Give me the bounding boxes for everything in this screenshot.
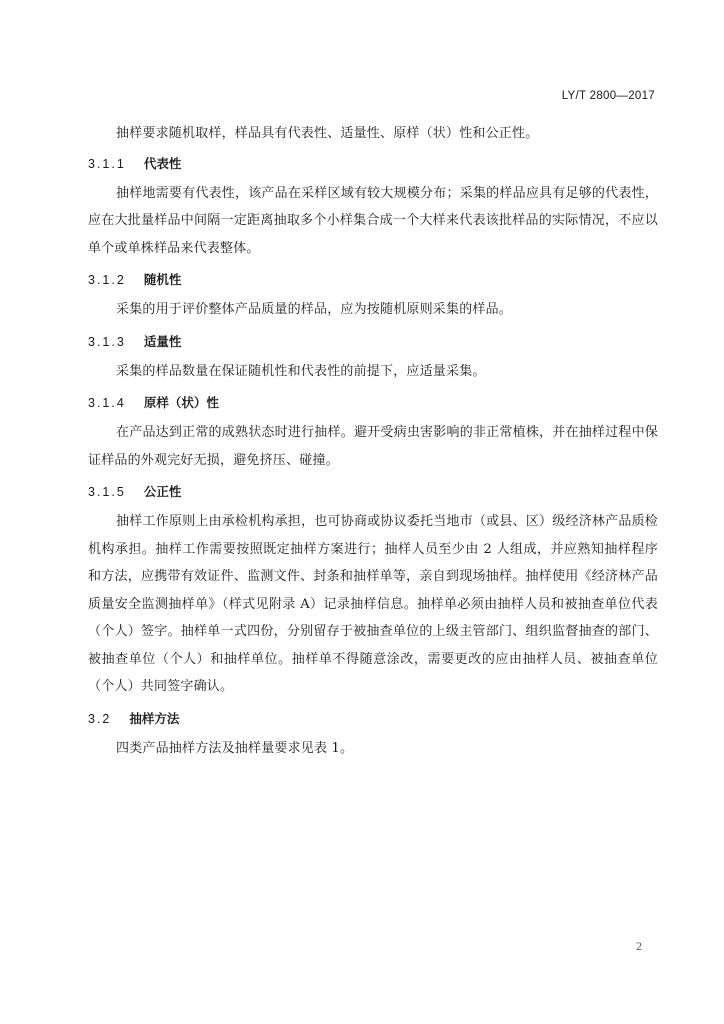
section-paragraph: 抽样工作原则上由承检机构承担，也可协商或协议委托当地市（或县、区）级经济林产品质检机构承担。抽样工作需要按照既定抽样方案进行；抽样人员至少由 2 人组成，并应熟知抽样程序和方法，应携带有效证件、监测文件、封条和抽样单等，亲自到现场抽样。抽样使用《经济林产品质量安全监测抽样单》（样式见附录 A）记录抽样信息。抽样单必须由抽样人员和被抽查单位代表（个人）签字。抽样单一式四份，分别留存于被抽查单位的上级主管部门、组织监督抽查的部门、被抽查单位（个人）和抽样单位。抽样单不得随意涂改，需要更改的应由抽样人员、被抽查单位（个人）共同签字确认。 bbox=[88, 514, 658, 694]
section-heading-3-1-3 bbox=[88, 332, 658, 352]
section-number: 3.1.5 bbox=[88, 485, 126, 499]
section-title: 代表性 bbox=[143, 155, 182, 171]
section-title: 适量性 bbox=[143, 333, 182, 349]
section-title: 随机性 bbox=[143, 272, 182, 287]
section-number: 3.1.2 bbox=[88, 273, 126, 287]
section-paragraph: 采集的样品数量在保证随机性和代表性的前提下，应适量采集。 bbox=[116, 363, 486, 379]
section-title: 公正性 bbox=[143, 484, 182, 499]
section-paragraph: 抽样地需要有代表性，该产品在采样区域有较大规模分布；采集的样品应具有足够的代表性，应在大批量样品中间隔一定距离抽取多个小样集合成一个大样来代表该批样品的实际情况，不应以单个或单株样品来代表整体。 bbox=[88, 185, 658, 256]
document-body bbox=[88, 120, 658, 762]
section-heading-3-1-2 bbox=[88, 270, 658, 290]
page-number: 2 bbox=[636, 939, 642, 953]
section-number: 3.1.1 bbox=[88, 156, 126, 171]
section-paragraph: 采集的用于评价整体产品质量的样品，应为按随机原则采集的样品。 bbox=[116, 302, 513, 317]
section-number: 3.1.4 bbox=[88, 396, 126, 410]
intro-paragraph: 抽样要求随机取样，样品具有代表性、适量性、原样（状）性和公正性。 bbox=[116, 126, 539, 141]
section-heading-3-2 bbox=[88, 709, 658, 729]
section-number: 3.2 bbox=[88, 711, 112, 726]
section-heading-3-1-4 bbox=[88, 393, 658, 413]
section-number: 3.1.3 bbox=[88, 334, 126, 349]
standard-code: LY/T 2800—2017 bbox=[561, 90, 655, 102]
section-paragraph: 在产品达到正常的成熟状态时进行抽样。避开受病虫害影响的非正常植株，并在抽样过程中保证样品的外观完好无损，避免挤压、碰撞。 bbox=[88, 425, 658, 468]
section-heading-3-1-1 bbox=[88, 154, 658, 174]
section-paragraph: 四类产品抽样方法及抽样量要求见表 1。 bbox=[116, 740, 354, 756]
section-heading-3-1-5 bbox=[88, 482, 658, 502]
section-title: 原样（状）性 bbox=[143, 395, 219, 410]
section-title: 抽样方法 bbox=[129, 710, 180, 726]
